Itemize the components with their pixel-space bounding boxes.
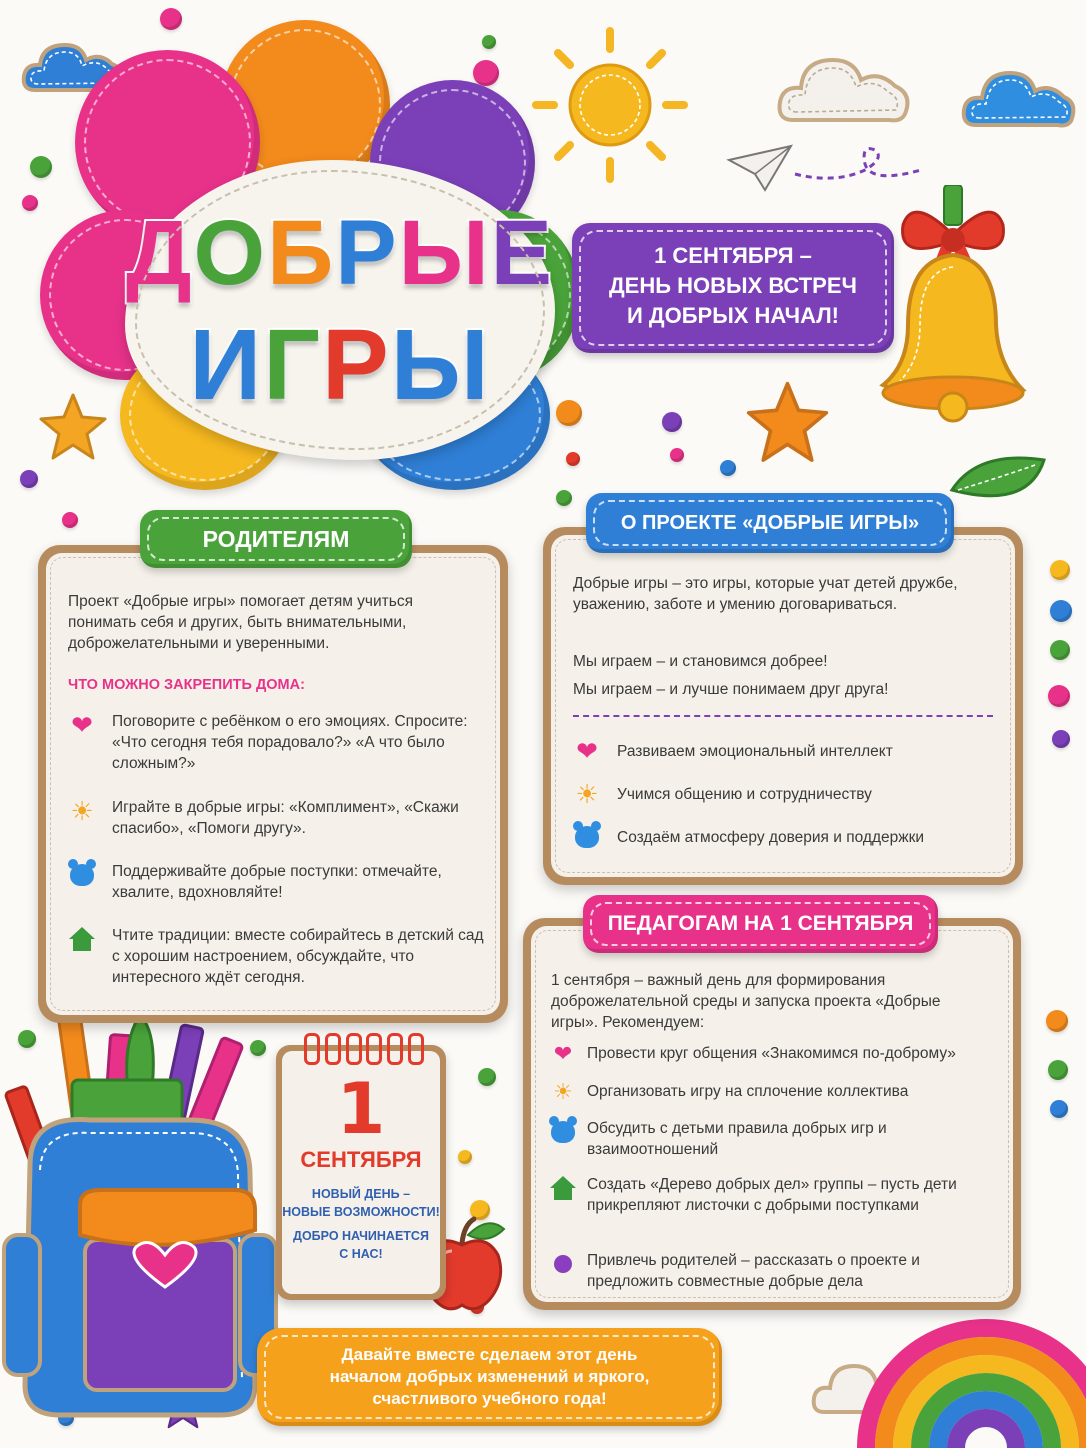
teachers-item-text: Провести круг общения «Знакомимся по-доброму» [587,1045,956,1062]
title-line-1 [125,198,555,308]
headline-line: И ДОБРЫХ НАЧАЛ! [627,303,839,328]
teachers-card [523,918,1021,1310]
title-letter: Ы [398,202,491,304]
title-line-2 [125,306,555,424]
footer-line: счастливого учебного года! [372,1389,607,1408]
calendar-card [276,1045,446,1300]
backpack-icon [0,995,285,1425]
parents-item-text: Играйте в добрые игры: «Комплимент», «Скажи спасибо», «Помоги другу». [112,799,459,837]
parents-item [66,797,486,839]
about-item [571,780,872,808]
parents-item-text: Поговорите с ребёнком о его эмоциях. Спросите: «Что сегодня тебя порадовало?» «А что было сложным?» [112,713,468,772]
title-letter: Б [267,202,336,304]
footer-line: Давайте вместе сделаем этот день [341,1345,638,1364]
parents-item-text: Поддерживайте добрые поступки: отмечайте, хвалите, вдохновляйте! [112,863,442,901]
title-letter: О [193,202,268,304]
footer-line: началом добрых изменений и яркого, [329,1367,650,1386]
bear-icon [547,1118,579,1146]
footer-banner [257,1328,722,1426]
calendar-slogan-line: ДОБРО НАЧИНАЕТСЯ [293,1229,429,1243]
purple-dot-icon [547,1250,579,1278]
parents-subheading: ЧТО МОЖНО ЗАКРЕПИТЬ ДОМА: [68,677,305,693]
title-letter: Д [125,202,194,304]
parents-item-text: Чтите традиции: вместе собирайтесь в детский сад с хорошим настроением, обсуждайте, что интересного ждёт сегодня. [112,927,484,986]
house-icon [547,1174,579,1202]
cloud-icon [775,40,915,130]
about-item [571,737,893,765]
leaf-icon [948,450,1048,520]
parents-card [38,545,508,1023]
parents-item [66,861,486,903]
sun-icon: ☀ [553,1079,573,1104]
cloud-icon [960,55,1080,135]
headline-banner [572,223,894,353]
calendar-slogan-line: НОВЫЙ ДЕНЬ – [311,1187,411,1201]
sun-icon: ☀ [575,779,599,809]
heart-icon: ❤ [553,1041,573,1066]
heart-icon: ❤ [71,710,93,740]
parents-label-text: РОДИТЕЛЯМ [202,526,350,552]
title-letter: Р [335,202,399,304]
calendar-slogan-line: С НАС! [339,1247,383,1261]
about-line-2: Мы играем – и лучше понимаем друг друга! [573,681,889,698]
teachers-item [547,1078,987,1106]
teachers-item-text: Привлечь родителей – рассказать о проекте и предложить совместные добрые дела [587,1252,920,1290]
house-icon [66,925,98,953]
parents-label [140,510,412,568]
about-item-text: Развиваем эмоциональный интеллект [617,743,893,760]
about-label-text: О ПРОЕКТЕ «ДОБРЫЕ ИГРЫ» [620,512,920,534]
teachers-intro: 1 сентября – важный день для формирования доброжелательной среды и запуска проекта «Добрые игры». Рекомендуем: [551,972,941,1031]
title-letter: Р [321,309,391,421]
teachers-item-text: Организовать игру на сплочение коллектива [587,1083,909,1100]
bell-icon [878,185,1028,445]
about-item-text: Учимся общению и сотрудничеству [617,786,872,803]
teachers-label [583,895,938,953]
teachers-item [547,1040,987,1068]
parents-item [66,925,486,988]
headline-line: ДЕНЬ НОВЫХ ВСТРЕЧ [608,273,857,298]
bear-icon [571,823,603,851]
teachers-item [547,1250,987,1292]
title-letter: Г [263,309,322,421]
about-label [586,493,954,553]
about-card [543,527,1023,885]
about-intro: Добрые игры – это игры, которые учат детей дружбе, уважению, заботе и умению договариваться. [573,575,958,613]
heart-icon: ❤ [576,736,598,766]
flower-title [0,0,600,520]
title-letter: И [189,309,264,421]
calendar-month: СЕНТЯБРЯ [300,1147,422,1172]
headline-line: 1 СЕНТЯБРЯ – [654,243,812,268]
teachers-item-text: Создать «Дерево добрых дел» группы – пусть дети прикрепляют листочки с добрыми поступками [587,1176,957,1214]
calendar-rings [304,1033,424,1063]
about-item-text: Создаём атмосферу доверия и поддержки [617,829,925,846]
teachers-item [547,1118,987,1160]
teachers-item [547,1174,987,1216]
star-icon [745,380,830,465]
calendar-slogan [282,1185,440,1263]
bear-icon [66,861,98,889]
parents-item [66,711,486,774]
parents-intro: Проект «Добрые игры» помогает детям учиться понимать себя и других, быть внимательными, доброжелательными и уверенными. [68,593,413,652]
about-line-1: Мы играем – и становимся добрее! [573,653,828,670]
flower-center [125,160,555,460]
teachers-label-text: ПЕДАГОГАМ НА 1 СЕНТЯБРЯ [607,912,914,935]
calendar-slogan-line: НОВЫЕ ВОЗМОЖНОСТИ! [282,1205,440,1219]
about-divider [573,715,993,717]
title-letter: Е [490,202,555,304]
sun-icon: ☀ [70,796,94,826]
about-item [571,823,924,851]
teachers-item-text: Обсудить с детьми правила добрых игр и взаимоотношений [587,1120,887,1158]
calendar-day: 1 [336,1068,386,1150]
title-letter: Ы [390,309,491,421]
